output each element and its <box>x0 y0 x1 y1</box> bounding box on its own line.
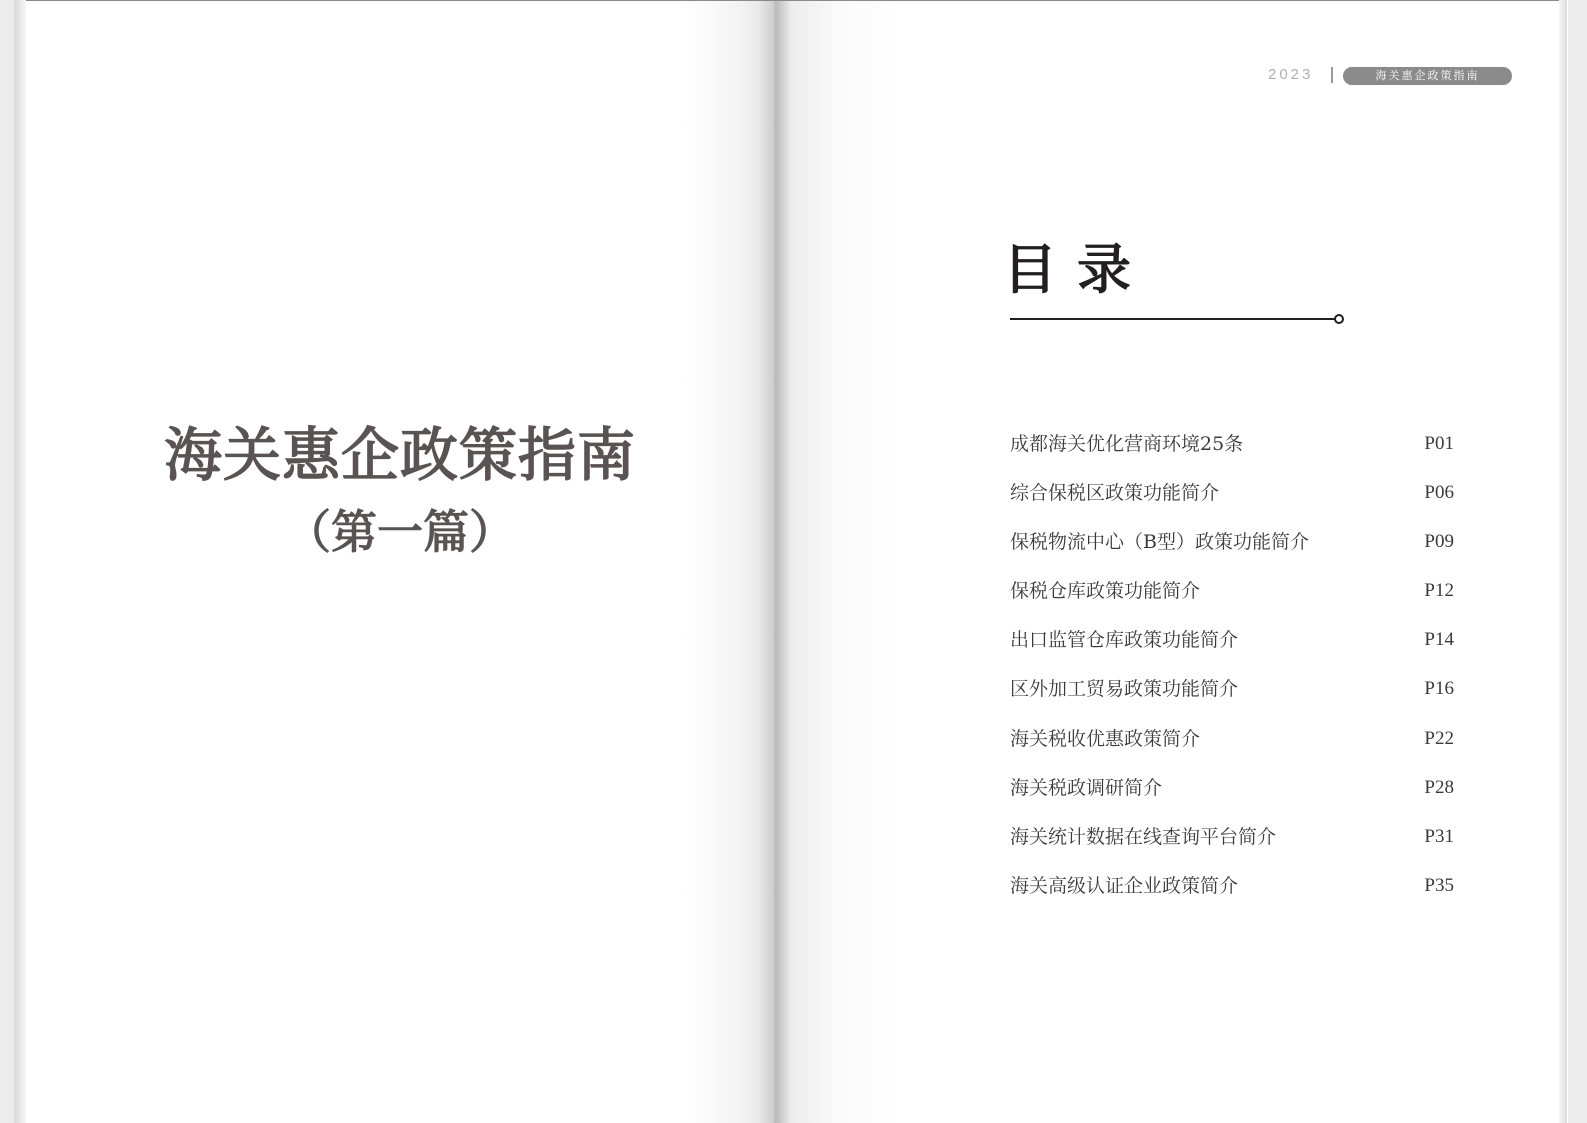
toc-item[interactable] <box>1010 431 1454 480</box>
toc-item[interactable] <box>1010 480 1454 529</box>
toc-item[interactable] <box>1010 676 1454 725</box>
header-year: 2023 <box>1268 66 1314 83</box>
toc-item-title: 海关统计数据在线查询平台简介 <box>1010 825 1277 848</box>
toc-item-page: P06 <box>1424 482 1454 504</box>
toc-item-title: 海关高级认证企业政策简介 <box>1010 874 1239 897</box>
toc-item-page: P01 <box>1424 433 1454 454</box>
toc-item-page: P35 <box>1424 874 1454 896</box>
book-edge-right <box>1559 0 1567 1123</box>
toc-item[interactable] <box>1010 578 1454 627</box>
toc-item-page: P22 <box>1424 727 1454 749</box>
header-badge: 海关惠企政策指南 <box>1343 67 1512 85</box>
toc-item-title: 海关税政调研简介 <box>1010 776 1163 799</box>
toc-list <box>1010 431 1454 922</box>
toc-item-page: P31 <box>1424 825 1454 847</box>
toc-item-page: P28 <box>1424 776 1454 798</box>
toc-item[interactable] <box>1010 627 1454 676</box>
toc-item-page: P12 <box>1424 580 1454 602</box>
header-separator <box>1331 67 1333 83</box>
toc-item-title: 保税仓库政策功能简介 <box>1010 580 1201 603</box>
cover-subtitle: （第一篇） <box>285 505 515 559</box>
toc-item-title: 出口监管仓库政策功能简介 <box>1010 629 1239 652</box>
toc-item[interactable] <box>1010 824 1454 873</box>
toc-item-page: P09 <box>1424 531 1454 553</box>
toc-item-title: 成都海关优化营商环境25条 <box>1010 433 1244 455</box>
toc-item-title: 区外加工贸易政策功能简介 <box>1010 678 1239 701</box>
cover-title: 海关惠企政策指南 <box>163 421 636 489</box>
toc-item[interactable] <box>1010 775 1454 824</box>
toc-heading-rule <box>1010 318 1335 320</box>
toc-item[interactable] <box>1010 726 1454 775</box>
toc-item[interactable] <box>1010 529 1454 578</box>
toc-item-title: 海关税收优惠政策简介 <box>1010 727 1201 750</box>
book-edge-left <box>14 0 26 1123</box>
toc-item-title: 综合保税区政策功能简介 <box>1010 482 1220 505</box>
toc-item[interactable] <box>1010 873 1454 922</box>
toc-heading: 目录 <box>1003 238 1151 301</box>
toc-rule-end-dot <box>1334 314 1344 324</box>
toc-item-page: P14 <box>1424 629 1454 651</box>
toc-item-page: P16 <box>1424 678 1454 700</box>
toc-item-title: 保税物流中心（B型）政策功能简介 <box>1010 531 1309 554</box>
